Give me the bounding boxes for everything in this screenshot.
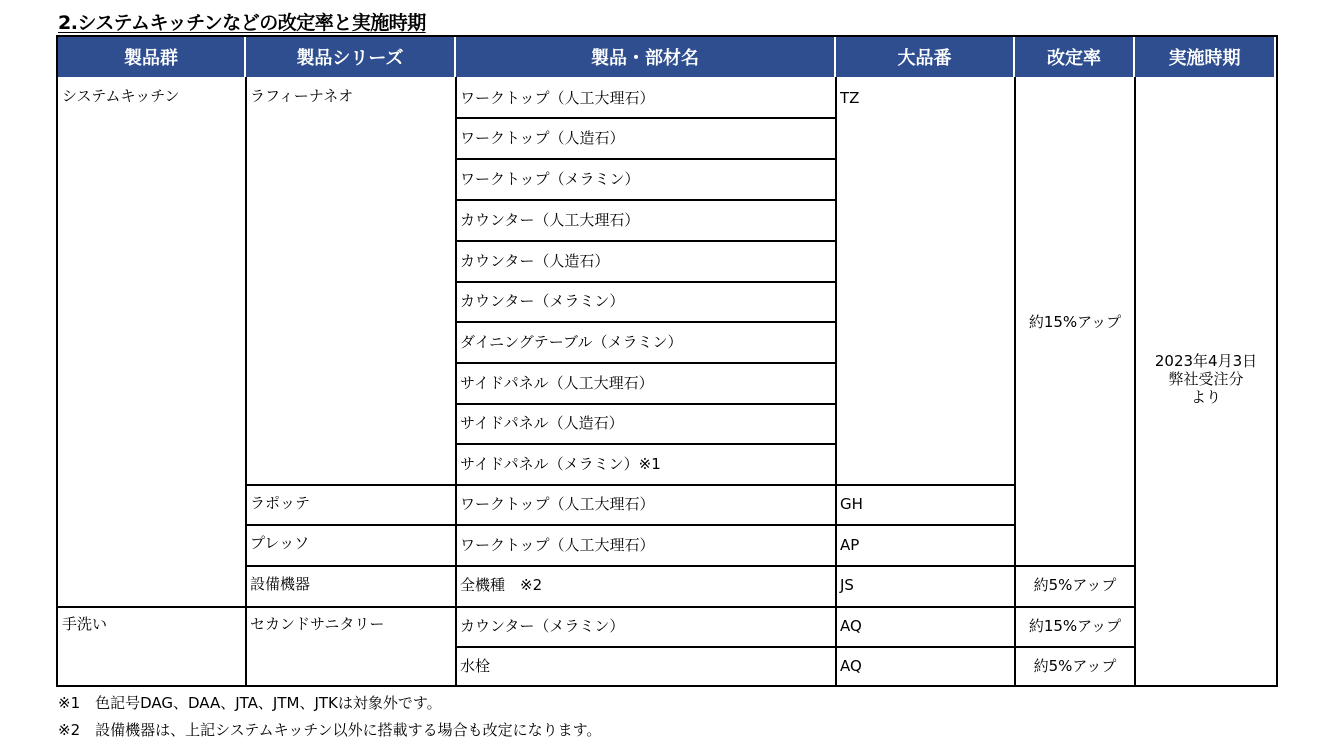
item-row: ワークトップ（人工大理石）	[460, 495, 655, 513]
item-row: サイドパネル（人工大理石）	[460, 374, 654, 392]
item-row: ワークトップ（メラミン）	[460, 170, 640, 188]
code-gh: GH	[840, 495, 863, 513]
price-revision-table	[56, 35, 1278, 687]
code-js: JS	[840, 576, 854, 594]
rate-15-kitchen: 約15%アップ	[1028, 313, 1122, 331]
rate-5-equipment: 約5%アップ	[1033, 576, 1117, 594]
code-aq: AQ	[840, 617, 862, 635]
group-hand-wash: 手洗い	[62, 615, 108, 633]
footnote-1: ※1 色記号DAG、DAA、JTA、JTM、JTKは対象外です。	[58, 694, 442, 712]
item-row: カウンター（人造石）	[460, 252, 610, 270]
footnote-2: ※2 設備機器は、上記システムキッチン以外に搭載する場合も改定になります。	[58, 721, 602, 739]
effective-date-line: より	[1190, 388, 1221, 406]
item-row: ワークトップ（人造石）	[460, 129, 625, 147]
header-effective-date: 実施時期	[1135, 37, 1276, 77]
item-row: ワークトップ（人工大理石）	[460, 89, 655, 107]
item-row: カウンター（メラミン）	[460, 617, 625, 635]
header-main-code: 大品番	[836, 37, 1015, 77]
item-row: カウンター（メラミン）	[460, 292, 625, 310]
item-row: 水栓	[460, 657, 491, 675]
effective-date-line: 弊社受注分	[1168, 370, 1244, 388]
item-row: 全機種 ※2	[460, 576, 543, 594]
header-product-group: 製品群	[58, 37, 246, 77]
header-revision-rate: 改定率	[1015, 37, 1135, 77]
series-presso: プレッソ	[250, 534, 310, 552]
item-row: ダイニングテーブル（メラミン）	[460, 333, 683, 351]
page-title: 2.システムキッチンなどの改定率と実施時期	[58, 12, 426, 34]
series-equipment: 設備機器	[250, 575, 311, 593]
effective-date-line: 2023年4月3日	[1154, 352, 1258, 370]
group-system-kitchen: システムキッチン	[62, 87, 180, 105]
series-rafina-neo: ラフィーナネオ	[250, 87, 354, 105]
code-tz: TZ	[840, 89, 860, 107]
header-product-series: 製品シリーズ	[246, 37, 456, 77]
rate-5-faucet: 約5%アップ	[1033, 657, 1117, 675]
series-second-sanitary: セカンドサニタリー	[250, 615, 385, 633]
code-aq: AQ	[840, 657, 862, 675]
item-row: カウンター（人工大理石）	[460, 211, 640, 229]
rate-15-hand-wash-counter: 約15%アップ	[1028, 617, 1122, 635]
header-product-part-name: 製品・部材名	[456, 37, 836, 77]
series-rapotte: ラポッテ	[250, 494, 311, 512]
item-row: サイドパネル（人造石）	[460, 414, 624, 432]
code-ap: AP	[840, 536, 860, 554]
effective-date	[1136, 352, 1276, 406]
item-row: ワークトップ（人工大理石）	[460, 536, 655, 554]
item-row: サイドパネル（メラミン）※1	[460, 455, 661, 473]
